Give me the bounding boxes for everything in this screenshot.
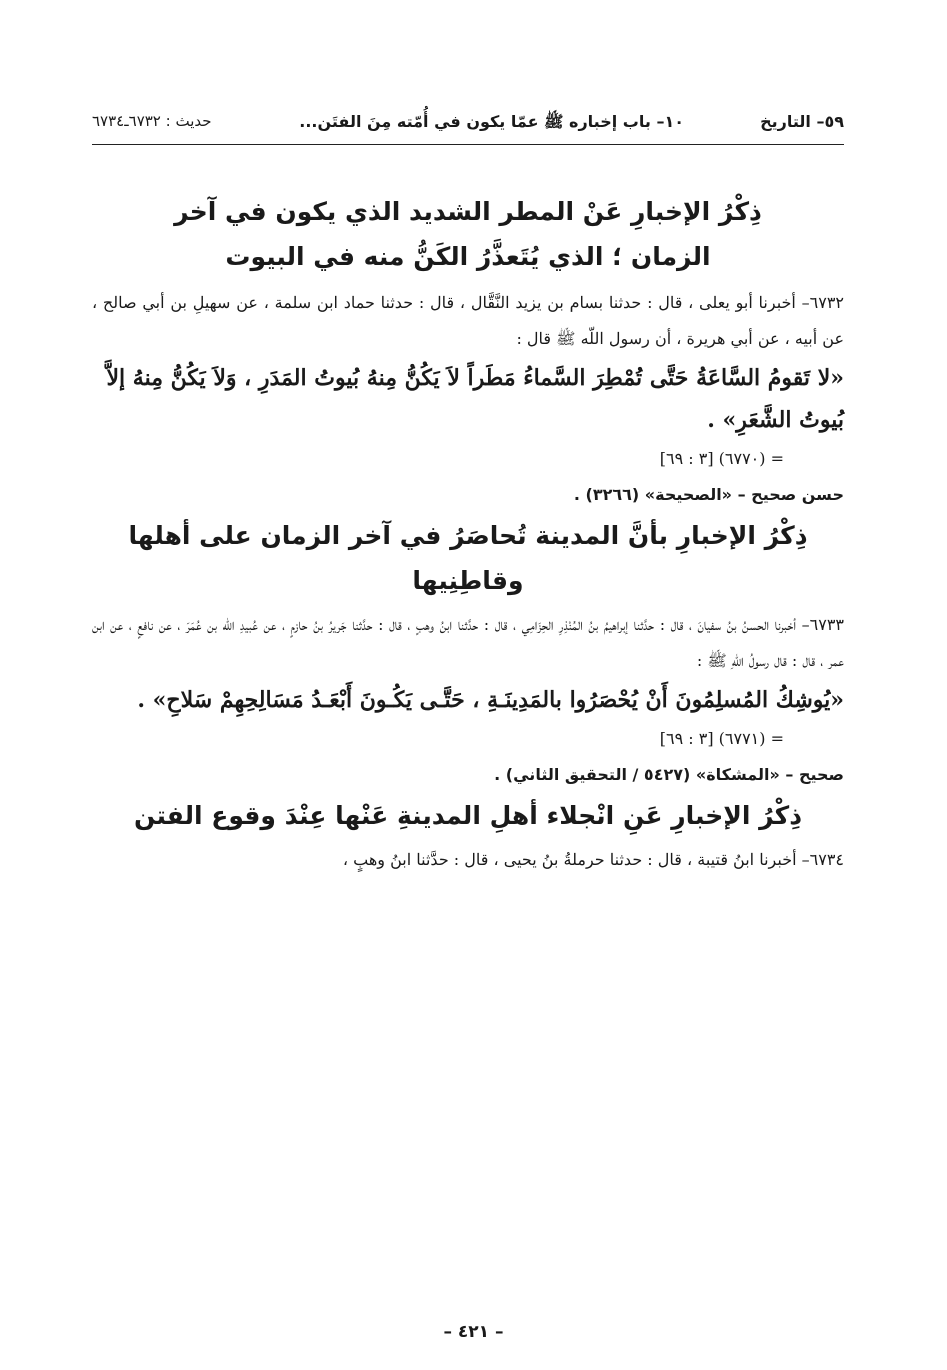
header-hadith-range: حديث : ٦٧٣٢ـ٦٧٣٤ <box>92 112 212 130</box>
hadith-isnad: ٦٧٣٢– أخبرنا أبو يعلى ، قال : حدثنا بسام بن يزيد النَّقَّال ، قال : حدثنا حماد ابن سلمة ، عن سهيلِ بن أبي صالح ، عن أبيه ، عن أبي هريرة ، أن رسول اللّه ﷺ قال : <box>92 293 844 348</box>
hadith-reference: = (٦٧٧٠) [٣ : ٦٩] <box>659 449 784 468</box>
header-book-title: ٥٩– التاريخ <box>760 112 844 131</box>
hadith-matn: «يُوشِكُ المُسلِمُونَ أَنْ يُحْصَرُوا بالمَدِينَـةِ ، حَتَّـى يَكُـونَ أَبْعَـدُ مَسَالِحِهِمْ سَلاحِ» . <box>137 687 844 713</box>
hadith-grade: حسن صحيح – «الصحيحة» (٣٢٦٦) . <box>573 485 844 504</box>
section-heading <box>92 793 844 838</box>
hadith-reference: = (٦٧٧١) [٣ : ٦٩] <box>659 729 784 748</box>
hadith-isnad: ٦٧٣٤– أخبرنا ابنُ قتيبة ، قال : حدثنا حرملةُ بنُ يحيى ، قال : حدَّثنا ابنُ وهبٍ ، <box>342 850 844 869</box>
section-heading <box>92 189 844 279</box>
hadith-grade: صحيح – «المشكاة» (٥٤٢٧ / التحقيق الثاني) . <box>494 765 844 784</box>
heading-line: ذِكْرُ الإخبارِ عَنْ المطر الشديد الذي يكون في آخر <box>174 197 762 226</box>
hadith-matn: «لا تَقومُ السَّاعَةُ حَتَّى تُمْطِرَ السَّماءُ مَطَراً لاَ يَكُنُّ مِنهُ بُيوتُ المَدَرِ ، وَلاَ يَكُنُّ مِنهُ إلاَّ بُيوتُ الشَّعَرِ» . <box>106 365 844 433</box>
heading-line: ذِكْرُ الإخبارِ بأنَّ المدينة تُحاصَرُ في آخر الزمان على أهلها <box>128 521 808 550</box>
hadith-isnad: ٦٧٣٣– أخبرنا الحسنُ بنُ سفيانَ ، قال : حدَّثنا إبراهيمُ بنُ المُنْذِرِ الحِزَامِي ، قال : حدَّثنا ابنُ وهبٍ ، قال : حدَّثنا جَريرُ بنُ حازمٍ ، عن عُبيدِ اللّه بن عُمَرَ ، عن نافعٍ ، عن ابن عمر ، قال : قال رسولُ اللّهِ ﷺ : <box>92 615 844 670</box>
section-heading <box>92 513 844 603</box>
header-chapter-title: ١٠– باب إخباره ﷺ عمّا يكون في أُمّته مِنَ الفتَن... <box>299 112 684 131</box>
heading-line: وقاطِنِيها <box>412 566 524 595</box>
heading-line: الزمان ؛ الذي يُتَعذَّرُ الكَنُّ منه في البيوت <box>225 242 711 271</box>
page-number: – ٤٢١ – <box>443 1322 504 1342</box>
running-header <box>92 108 844 145</box>
heading-line: ذِكْرُ الإخبارِ عَنِ انْجلاء أهلِ المدينةِ عَنْها عِنْدَ وقوع الفتن <box>133 801 803 830</box>
book-page <box>92 108 844 1338</box>
